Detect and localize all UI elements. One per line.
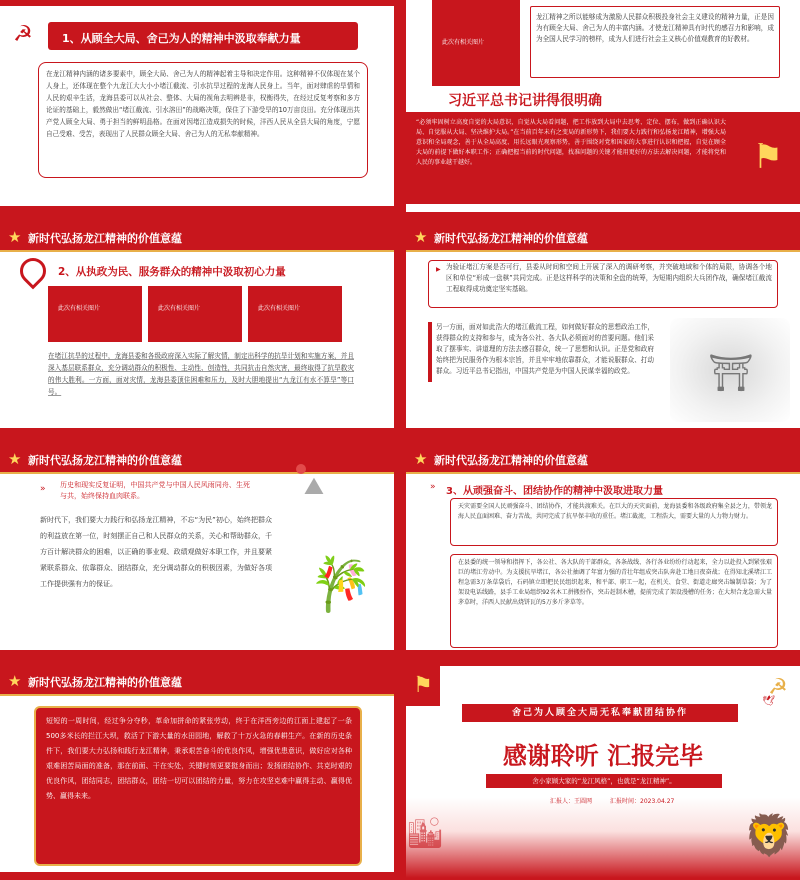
slide-3[interactable] xyxy=(0,222,394,434)
thanks-title: 感谢聆听 汇报完毕 xyxy=(502,742,704,770)
report-time-label: 汇报时间：2023.04.27 xyxy=(610,798,675,805)
top-text: 天灾需要全国人民顽强奋斗、团结协作，才能共渡难关。在巨大的天灾面前，龙海县委和各级政府集全县之力，带领龙海人民直面困难、奋力苦战，共同完成了抗旱保丰收的重任。堵江截流，工程浩大，需要大量的人力物力财力。 xyxy=(458,503,772,520)
bullet-icon: ▶ xyxy=(436,266,441,273)
flag-icon: ⚑ xyxy=(752,137,784,177)
lead-text: 历史和现实反复证明，中国共产党与中国人民风雨同舟、生死与共，始终保持血肉联系。 xyxy=(60,481,250,500)
location-pin-icon xyxy=(15,253,52,290)
slide-6[interactable] xyxy=(406,444,800,656)
footer-bar xyxy=(406,650,800,656)
slide-7[interactable] xyxy=(0,666,394,878)
footer-bar xyxy=(0,206,394,212)
slogan-ribbon: 舍己为人顾全大局无私奉献团结协作 xyxy=(462,704,738,722)
quote-text: 龙江精神之所以能够成为激励人民群众积极投身社会主义建设的精神力量，正是因为有顾全大局、舍己为人的丰富内涵。才使龙江精神具有时代的感召力和影响，成为全国人民学习的榜样，成为人们进行社会主义核心价值观教育的好教材。 xyxy=(536,13,774,43)
header-title: 新时代弘扬龙江精神的价值意蕴 xyxy=(434,232,588,245)
accent-bar xyxy=(428,322,432,382)
image-placeholder: 此次有相关图片 xyxy=(432,0,520,86)
reporter-label: 汇报人：王圆网 xyxy=(550,798,593,805)
star-icon: ★ xyxy=(8,450,22,468)
header-title: 新时代弘扬龙江精神的价值意蕴 xyxy=(28,232,182,245)
star-icon: ★ xyxy=(414,228,428,246)
doves-icon: 🕊 xyxy=(762,696,775,707)
chevron-icon: » xyxy=(40,484,46,494)
header-title: 新时代弘扬龙江精神的价值意蕴 xyxy=(28,454,182,467)
image-placeholder-3: 此次有相关图片 xyxy=(248,286,342,342)
slide-heading: 3、从顽强奋斗、团结协作的精神中汲取进取力量 xyxy=(446,486,663,497)
star-icon: ★ xyxy=(8,672,22,690)
flag-icon: ⚑ xyxy=(406,666,440,706)
slide-4[interactable] xyxy=(406,222,800,434)
vessel-icon: ⛩ xyxy=(708,353,754,394)
lion-statue-icon: 🦁 xyxy=(744,813,794,859)
star-icon: ★ xyxy=(414,450,428,468)
footer-bar xyxy=(0,428,394,434)
image-placeholder-2: 此次有相关图片 xyxy=(148,286,242,342)
slide-8[interactable] xyxy=(406,666,800,878)
slide-heading: 1、从顾全大局、舍己为人的精神中汲取奉献力量 xyxy=(62,32,301,45)
header-title: 新时代弘扬龙江精神的价值意蕴 xyxy=(434,454,588,467)
slide-header xyxy=(406,444,800,474)
slide-paragraph: 在龙江精神内涵的诸多要素中，顾全大局、舍己为人的精神起着主导和决定作用。这种精神不仅体现在某个人身上，还体现在整个九龙江大大小小堵江截流、引水抗旱过程的龙海人民身上。当年，面对肆虐的旱情和人民的艰辛生活，龙海县委可以从社会、整体、大局的视角去明辨是非，权衡得失，在经过反复考察和多方论证的基础上，毅然做出“堵江截流、引水溶田”的战略决策，保住了下游受旱的10万亩良田。充分体现出共产党人顾全大局、勇于担当的鲜明品格。在面对因堵江造成损失的时候，洋西人民从全县大局的角度，宁愿自己受难、受苦，表现出了人民群众顾全大局、舍己为人的无私奉献精神。 xyxy=(46,70,360,138)
panel-text: “必须牢固树立高度自觉的大局意识，自觉从大局看问题，把工作放到大局中去思考、定位、摆布，做到正确认识大局、自觉服从大局、坚决维护大局。”在当前百年未有之变局的新形势下，我们要大力践行和弘扬龙江精神，增强大局意识和全局观念，善于从全局高度、用长远眼光观察形势，善于围绕对党和国家的大事进行认识和把握，自觉在顾全大局的前提下做好本职工作；正确把握当前的时代问题，找准问题的关键才能用更好的方法去解决问题，才能将党和人民的事业越干越好。 xyxy=(416,119,726,166)
top-text: 为验证堵江方案是否可行，县委从时间和空间上开展了深入的调研考察，并突破地域和个体的局限，协调各个地区和单位“形成一盘棋”共同完成。正是这样科学的决策和全盘的统筹，为短期内组织大兵团作战，确保堵江截流工程取得成功奠定坚实基础。 xyxy=(446,263,772,293)
body-text: 另一方面，面对如此浩大的堵江截流工程，如何做好群众的思想政治工作，获得群众的支持和参与，成为各公社、各大队必须面对的首要问题。他们采取了摆事实、讲道理的方法去感召群众，统一了思想和认识。正是党和政府始终把为民服务作为根本宗旨，并且牢牢地依靠群众，才能说服群众、打动群众。习近平总书记指出，中国共产党是为中国人民谋幸福的政党。 xyxy=(436,323,654,375)
slide-header xyxy=(0,666,394,696)
footer-bar xyxy=(0,872,394,878)
slide-heading: 2、从执政为民、服务群众的精神中汲取初心力量 xyxy=(58,266,286,278)
emblem-icon: ☭ xyxy=(768,675,788,700)
bamboo-image: 🎋 xyxy=(308,555,374,615)
mountain-icon: ⛰ xyxy=(303,472,325,500)
slide-2[interactable] xyxy=(406,0,800,212)
slide-5[interactable] xyxy=(0,444,394,656)
section-title: 习近平总书记讲得很明确 xyxy=(448,93,602,109)
slide-header xyxy=(0,222,394,252)
city-skyline-icon: 🏙 xyxy=(406,816,445,851)
chevron-icon: » xyxy=(430,482,436,492)
slide-paragraph: 在堵江抗旱的过程中，龙海县委和各级政府深入实际了解灾情，制定出科学的抗旱计划和实施方案，并且深入基层联系群众，充分调动群众的积极性、主动性、创造性，共同抗击自然灾害，最终取得了抗旱救灾的伟大胜利。一方面，面对灾情，龙海县委顶住困难和压力，及时大胆地提出“九龙江有水不算旱”等口号。 xyxy=(48,352,354,396)
bottom-text: 在县委的统一领导和指挥下，各公社、各大队的干部群众，各条战线、各行各业纷纷行动起来，全力以赴投入到紧张艰巨的堵江劳动中。为支援抗旱堵江，各公社抽调了年富力强的青壮年组成突击队奔赴工地日夜奋战；在得知北溪堵江工程急需3万条草袋后，石码镇立即把民民组织起来，和平部、职工一起，在机关、食堂、街道走廊突击编制草袋；为了架设电话线路，县手工业局组织92名木工拼搬扮作，突击赶制木槽，提前完成了架设漫槽的任务；在大坝合龙急需大量茅草时，洋西人民献出烧饼瓦的5万多斤茅草等。 xyxy=(458,559,772,606)
footer-bar xyxy=(0,650,394,656)
header-title: 新时代弘扬龙江精神的价值意蕴 xyxy=(28,676,182,689)
body-text: 短短的一周时间，经过争分夺秒，革命加拼命的紧张劳动，终于在洋西旁边的江面上建起了一条500多米长的拦江大坝，救活了下游大量的水田园地，解救了十万火急的春耕生产。在新的历史条件下，我们要大力弘扬和践行龙江精神，秉承艰苦奋斗的优良作风，增强优患意识，做好应对各种艰难困苦局面的准备，那在前面、干在实处，关键时刻更要挺身而出；发扬团结协作、共克时艰的优良作风，团结同志，团结群众，团结一切可以团结的力量，努力在攻坚克难中赢得主动、赢得优势、赢得未来。 xyxy=(46,717,352,800)
party-emblem-icon: ☭ xyxy=(13,22,33,47)
slide-header xyxy=(0,444,394,474)
slide-header xyxy=(406,222,800,252)
body-text: 新时代下，我们要大力践行和弘扬龙江精神，不忘“为民”初心，始终把群众的利益放在第一位，时刻摆正自己和人民群众的关系，关心和帮助群众，千方百计解决群众的困难，以正确的事业观、政绩观做好本职工作，并且要紧紧联系群众、依靠群众、团结群众，充分调动群众的积极因素，为做好各项工作提供强有力的保证。 xyxy=(40,516,272,588)
star-icon: ★ xyxy=(8,228,22,246)
image-placeholder-1: 此次有相关图片 xyxy=(48,286,142,342)
slide-1[interactable] xyxy=(0,0,394,212)
subtitle-ribbon: 舍小家顾大家的“龙江风格”，也就是“龙江精神”。 xyxy=(486,774,722,788)
footer-bar xyxy=(406,428,800,434)
